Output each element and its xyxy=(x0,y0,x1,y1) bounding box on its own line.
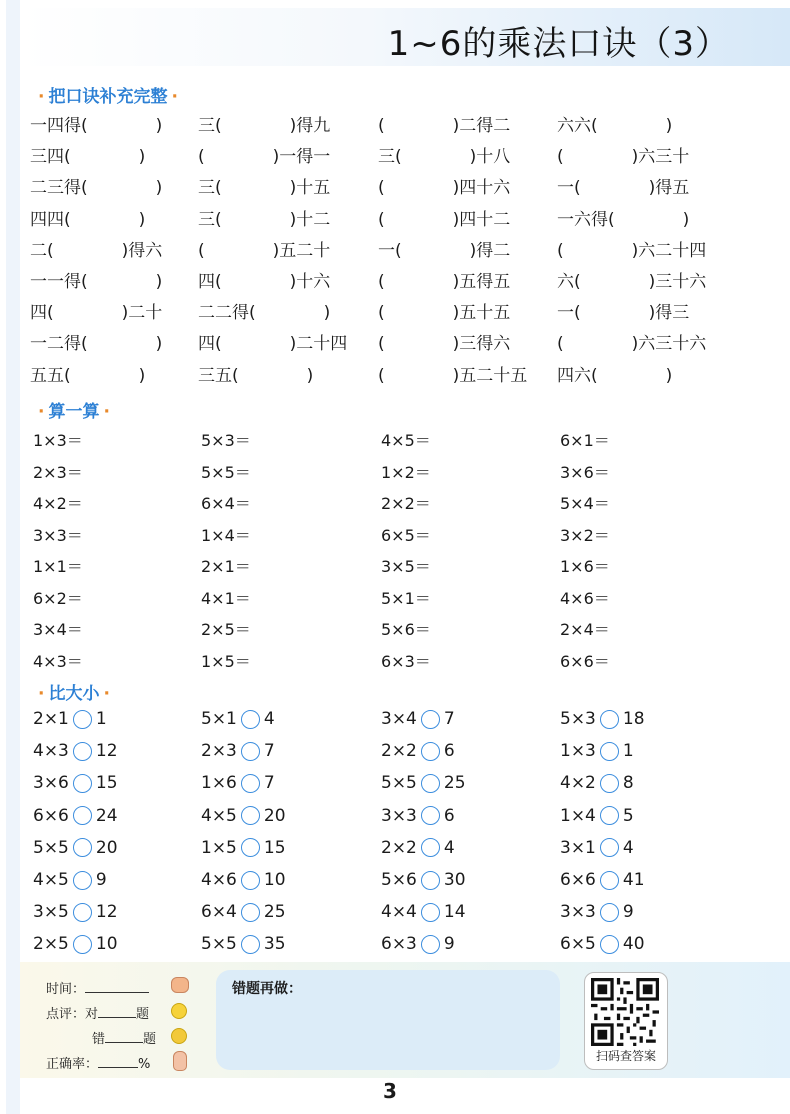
calc-problem[interactable]: 6×1＝ xyxy=(560,431,610,450)
compare-item xyxy=(381,934,455,954)
fill-blank-item[interactable]: 六( )三十六 xyxy=(557,272,707,292)
compare-expression: 3×6 xyxy=(33,773,69,794)
wrong-stat xyxy=(92,1028,156,1047)
compare-value: 10 xyxy=(263,870,286,890)
compare-circle-blank[interactable] xyxy=(600,935,619,954)
calc-problem[interactable]: 1×6＝ xyxy=(560,557,610,576)
fill-blank-item[interactable]: ( )五十五 xyxy=(378,303,511,324)
compare-circle-blank[interactable] xyxy=(73,774,92,793)
calc-problem[interactable]: 1×4＝ xyxy=(201,525,251,545)
fill-blank-item[interactable]: ( )一得一 xyxy=(198,147,331,168)
calc-problem[interactable]: 2×1＝ xyxy=(201,557,251,576)
calc-problem[interactable]: 5×4＝ xyxy=(560,494,610,513)
calc-problem[interactable]: 6×3＝ xyxy=(381,651,431,671)
compare-circle-blank[interactable] xyxy=(241,742,260,761)
compare-expression: 3×3 xyxy=(381,805,417,826)
qr-label: 扫码查答案 xyxy=(595,1049,656,1063)
redo-label: 错题再做： xyxy=(232,981,302,997)
compare-expression: 4×3 xyxy=(33,741,69,762)
compare-circle-blank[interactable] xyxy=(421,742,440,761)
fill-blank-item[interactable]: 二三得( ) xyxy=(30,178,163,199)
compare-expression: 6×5 xyxy=(560,934,596,955)
fill-blank-item[interactable]: ( )六二十四 xyxy=(557,240,707,261)
compare-value: 30 xyxy=(443,870,466,890)
fill-blank-item[interactable]: 一( )得三 xyxy=(557,303,690,324)
compare-expression: 2×3 xyxy=(201,741,237,762)
fill-blank-item[interactable]: 三( )得九 xyxy=(198,116,331,136)
compare-value: 6 xyxy=(443,741,455,762)
calc-problem[interactable]: 6×4＝ xyxy=(201,494,251,513)
fill-blank-item[interactable]: 一二得( ) xyxy=(30,334,163,355)
section-fill-label: 把口诀补充完整 xyxy=(48,87,168,107)
compare-item xyxy=(201,902,286,922)
rabbit-icon xyxy=(173,1051,187,1071)
compare-expression: 1×5 xyxy=(201,837,237,858)
wrong-label: 错 xyxy=(92,1032,106,1047)
section-compare-label: 比大小 xyxy=(48,684,100,704)
calc-problem[interactable]: 3×2＝ xyxy=(560,525,610,545)
compare-item xyxy=(33,709,107,729)
compare-item xyxy=(201,838,286,858)
compare-circle-blank[interactable] xyxy=(421,774,440,793)
compare-circle-blank[interactable] xyxy=(73,742,92,761)
calc-problem[interactable]: 1×2＝ xyxy=(381,462,431,482)
compare-circle-blank[interactable] xyxy=(73,710,92,729)
fill-blank-item[interactable]: 二( )得六 xyxy=(30,240,163,261)
calc-problem[interactable]: 5×1＝ xyxy=(381,588,431,608)
compare-expression: 1×3 xyxy=(560,741,596,762)
compare-expression: 6×6 xyxy=(33,805,69,826)
compare-circle-blank[interactable] xyxy=(241,710,260,729)
compare-circle-blank[interactable] xyxy=(421,710,440,729)
compare-value: 18 xyxy=(622,709,645,729)
compare-circle-blank[interactable] xyxy=(421,935,440,954)
calc-problem[interactable]: 2×4＝ xyxy=(560,620,610,639)
compare-circle-blank[interactable] xyxy=(241,871,260,890)
compare-expression: 5×1 xyxy=(201,709,237,729)
section-compare-heading: · 比大小 · xyxy=(38,684,110,704)
compare-expression: 2×2 xyxy=(381,837,417,858)
compare-item xyxy=(33,741,118,761)
accuracy-stat xyxy=(46,1053,150,1072)
compare-value: 4 xyxy=(622,837,634,858)
compare-expression: 3×1 xyxy=(560,837,596,858)
compare-value: 12 xyxy=(95,902,118,923)
compare-expression: 2×2 xyxy=(381,741,417,762)
compare-value: 8 xyxy=(622,773,634,794)
compare-item xyxy=(33,806,118,826)
wrong-ti: 题 xyxy=(143,1032,157,1047)
fill-blank-item[interactable]: 三( )十五 xyxy=(198,178,331,199)
compare-expression: 3×3 xyxy=(560,902,596,923)
fill-blank-item[interactable]: ( )五得五 xyxy=(378,272,511,292)
compare-value: 20 xyxy=(95,837,118,858)
fill-blank-item[interactable]: 四四( ) xyxy=(30,209,146,230)
calc-problem[interactable]: 6×6＝ xyxy=(560,651,610,671)
fill-blank-item[interactable]: 一( )得二 xyxy=(378,240,511,261)
compare-circle-blank[interactable] xyxy=(421,838,440,857)
calc-problem[interactable]: 4×2＝ xyxy=(33,494,83,513)
compare-value: 15 xyxy=(95,773,118,794)
correct-blank[interactable] xyxy=(98,1005,136,1018)
calc-problem[interactable]: 6×2＝ xyxy=(33,588,83,608)
compare-circle-blank[interactable] xyxy=(600,871,619,890)
fill-blank-item[interactable]: 三( )十八 xyxy=(378,147,511,168)
compare-expression: 1×6 xyxy=(201,773,237,794)
calc-problem[interactable]: 5×3＝ xyxy=(201,431,251,450)
compare-expression: 3×5 xyxy=(33,902,69,923)
page-edge xyxy=(6,0,20,1114)
compare-item xyxy=(381,773,466,793)
calc-problem[interactable]: 2×2＝ xyxy=(381,494,431,513)
compare-value: 1 xyxy=(95,709,107,729)
time-stat xyxy=(46,978,149,997)
fill-blank-item[interactable]: 四( )十六 xyxy=(198,272,331,292)
compare-item xyxy=(201,773,275,793)
compare-value: 35 xyxy=(263,934,286,955)
compare-value: 10 xyxy=(95,934,118,955)
compare-item xyxy=(201,806,286,826)
compare-expression: 2×5 xyxy=(33,934,69,955)
fill-blank-item[interactable]: 一( )得五 xyxy=(557,178,690,199)
wrong-blank[interactable] xyxy=(105,1030,143,1043)
compare-value: 6 xyxy=(443,805,455,826)
compare-value: 4 xyxy=(263,709,275,729)
calc-problem[interactable]: 1×5＝ xyxy=(201,651,251,671)
compare-circle-blank[interactable] xyxy=(421,871,440,890)
calc-problem[interactable]: 4×5＝ xyxy=(381,431,431,450)
compare-circle-blank[interactable] xyxy=(421,903,440,922)
compare-item xyxy=(381,870,466,890)
compare-expression: 6×4 xyxy=(201,902,237,923)
accuracy-blank[interactable] xyxy=(98,1055,138,1068)
sad-face-icon xyxy=(171,1028,187,1044)
compare-expression: 2×1 xyxy=(33,709,69,729)
compare-value: 41 xyxy=(622,870,645,890)
compare-circle-blank[interactable] xyxy=(73,806,92,825)
fill-blank-item[interactable]: ( )四十二 xyxy=(378,209,511,230)
compare-value: 15 xyxy=(263,837,286,858)
compare-circle-blank[interactable] xyxy=(600,774,619,793)
compare-item xyxy=(201,741,275,761)
compare-value: 40 xyxy=(622,934,645,955)
compare-item xyxy=(560,934,645,954)
compare-circle-blank[interactable] xyxy=(600,742,619,761)
calc-problem[interactable]: 6×5＝ xyxy=(381,525,431,545)
compare-value: 25 xyxy=(443,773,466,794)
compare-value: 24 xyxy=(95,805,118,826)
fill-blank-item[interactable]: 五五( ) xyxy=(30,365,146,386)
compare-value: 25 xyxy=(263,902,286,923)
compare-circle-blank[interactable] xyxy=(241,774,260,793)
compare-circle-blank[interactable] xyxy=(600,838,619,857)
fill-blank-item[interactable]: ( )五二十 xyxy=(198,240,331,261)
compare-circle-blank[interactable] xyxy=(421,806,440,825)
fill-blank-item[interactable]: 四( )二十四 xyxy=(198,334,348,355)
compare-item xyxy=(33,934,118,954)
correct-label: 对 xyxy=(85,1007,99,1022)
compare-expression: 5×3 xyxy=(560,709,596,729)
compare-circle-blank[interactable] xyxy=(73,838,92,857)
compare-expression: 5×5 xyxy=(33,837,69,858)
fill-blank-item[interactable]: 三( )十二 xyxy=(198,209,331,230)
compare-value: 4 xyxy=(443,837,455,858)
compare-item xyxy=(381,806,455,826)
compare-expression: 4×6 xyxy=(201,870,237,890)
page-number: 3 xyxy=(383,1079,397,1103)
compare-circle-blank[interactable] xyxy=(73,903,92,922)
accuracy-label: 正确率： xyxy=(46,1057,99,1072)
compare-value: 14 xyxy=(443,902,466,923)
section-fill-heading: · 把口诀补充完整 · xyxy=(38,87,178,107)
calc-problem[interactable]: 4×3＝ xyxy=(33,651,83,671)
compare-expression: 3×4 xyxy=(381,709,417,729)
calc-problem[interactable]: 1×1＝ xyxy=(33,557,83,576)
calc-problem[interactable]: 3×4＝ xyxy=(33,620,83,639)
fill-blank-item[interactable]: 二二得( ) xyxy=(198,303,331,324)
compare-circle-blank[interactable] xyxy=(241,935,260,954)
compare-item xyxy=(33,773,118,793)
calc-problem[interactable]: 2×3＝ xyxy=(33,462,83,482)
compare-value: 9 xyxy=(622,902,634,923)
compare-item xyxy=(201,934,286,954)
compare-circle-blank[interactable] xyxy=(600,903,619,922)
fill-blank-item[interactable]: 一四得( ) xyxy=(30,116,163,136)
correct-ti: 题 xyxy=(136,1007,150,1022)
fill-blank-item[interactable]: 一一得( ) xyxy=(30,272,163,292)
compare-item xyxy=(33,870,107,890)
fill-blank-item[interactable]: ( )四十六 xyxy=(378,178,511,199)
calc-problem[interactable]: 4×1＝ xyxy=(201,588,251,608)
time-label: 时间： xyxy=(46,982,86,997)
compare-value: 12 xyxy=(95,741,118,762)
compare-value: 9 xyxy=(95,870,107,890)
compare-item xyxy=(381,709,455,729)
compare-expression: 4×4 xyxy=(381,902,417,923)
compare-item xyxy=(381,902,466,922)
calc-problem[interactable]: 3×5＝ xyxy=(381,557,431,576)
calc-problem[interactable]: 5×5＝ xyxy=(201,462,251,482)
compare-value: 7 xyxy=(263,773,275,794)
calc-problem[interactable]: 4×6＝ xyxy=(560,588,610,608)
compare-expression: 5×5 xyxy=(381,773,417,794)
compare-item xyxy=(560,838,634,858)
compare-expression: 6×3 xyxy=(381,934,417,955)
compare-item xyxy=(201,870,286,890)
calc-problem[interactable]: 1×3＝ xyxy=(33,431,83,450)
compare-expression: 4×5 xyxy=(33,870,69,890)
section-calc-heading: · 算一算 · xyxy=(38,402,110,422)
compare-circle-blank[interactable] xyxy=(600,710,619,729)
compare-circle-blank[interactable] xyxy=(241,903,260,922)
compare-value: 20 xyxy=(263,805,286,826)
compare-value: 9 xyxy=(443,934,455,955)
fill-blank-item[interactable]: 一六得( ) xyxy=(557,209,690,230)
fill-blank-item[interactable]: ( )二得二 xyxy=(378,116,511,136)
smile-icon xyxy=(171,1003,187,1019)
compare-value: 5 xyxy=(622,805,634,826)
compare-circle-blank[interactable] xyxy=(241,806,260,825)
compare-expression: 6×6 xyxy=(560,870,596,890)
fill-blank-item[interactable]: 四( )二十 xyxy=(30,303,163,324)
compare-expression: 5×6 xyxy=(381,870,417,890)
compare-item xyxy=(560,806,634,826)
fill-blank-item[interactable]: ( )六三十 xyxy=(557,147,690,168)
compare-item xyxy=(560,709,645,729)
compare-expression: 4×2 xyxy=(560,773,596,794)
fill-blank-item[interactable]: 六六( ) xyxy=(557,116,673,136)
calc-problem[interactable]: 5×6＝ xyxy=(381,620,431,639)
compare-item xyxy=(560,902,634,922)
review-label: 点评： xyxy=(46,1007,86,1022)
fill-blank-item[interactable]: 三四( ) xyxy=(30,147,146,168)
compare-circle-blank[interactable] xyxy=(241,838,260,857)
qr-code-icon[interactable] xyxy=(591,978,659,1046)
compare-circle-blank[interactable] xyxy=(600,806,619,825)
compare-item xyxy=(381,741,455,761)
fill-blank-item[interactable]: ( )六三十六 xyxy=(557,334,707,355)
compare-item xyxy=(560,773,634,793)
compare-item xyxy=(560,870,645,890)
calc-problem[interactable]: 3×6＝ xyxy=(560,462,610,482)
percent-sign: % xyxy=(138,1057,151,1072)
compare-value: 7 xyxy=(263,741,275,762)
section-calc-label: 算一算 xyxy=(48,402,100,422)
fill-blank-item[interactable]: ( )五二十五 xyxy=(378,365,528,386)
pig-icon xyxy=(171,977,189,993)
compare-item xyxy=(381,838,455,858)
compare-circle-blank[interactable] xyxy=(73,871,92,890)
calc-problem[interactable]: 3×3＝ xyxy=(33,525,83,545)
compare-item xyxy=(560,741,634,761)
calc-problem[interactable]: 2×5＝ xyxy=(201,620,251,639)
fill-blank-item[interactable]: ( )三得六 xyxy=(378,334,511,355)
compare-value: 7 xyxy=(443,709,455,729)
compare-item xyxy=(33,902,118,922)
compare-circle-blank[interactable] xyxy=(73,935,92,954)
time-blank[interactable] xyxy=(85,980,149,993)
compare-item xyxy=(33,838,118,858)
fill-blank-item[interactable]: 四六( ) xyxy=(557,365,673,386)
correct-stat xyxy=(46,1003,149,1022)
compare-expression: 1×4 xyxy=(560,805,596,826)
compare-expression: 4×5 xyxy=(201,805,237,826)
page-title: 1~6的乘法口诀（3） xyxy=(387,24,730,64)
compare-value: 1 xyxy=(622,741,634,762)
fill-blank-item[interactable]: 三五( ) xyxy=(198,365,314,386)
compare-item xyxy=(201,709,275,729)
compare-expression: 5×5 xyxy=(201,934,237,955)
